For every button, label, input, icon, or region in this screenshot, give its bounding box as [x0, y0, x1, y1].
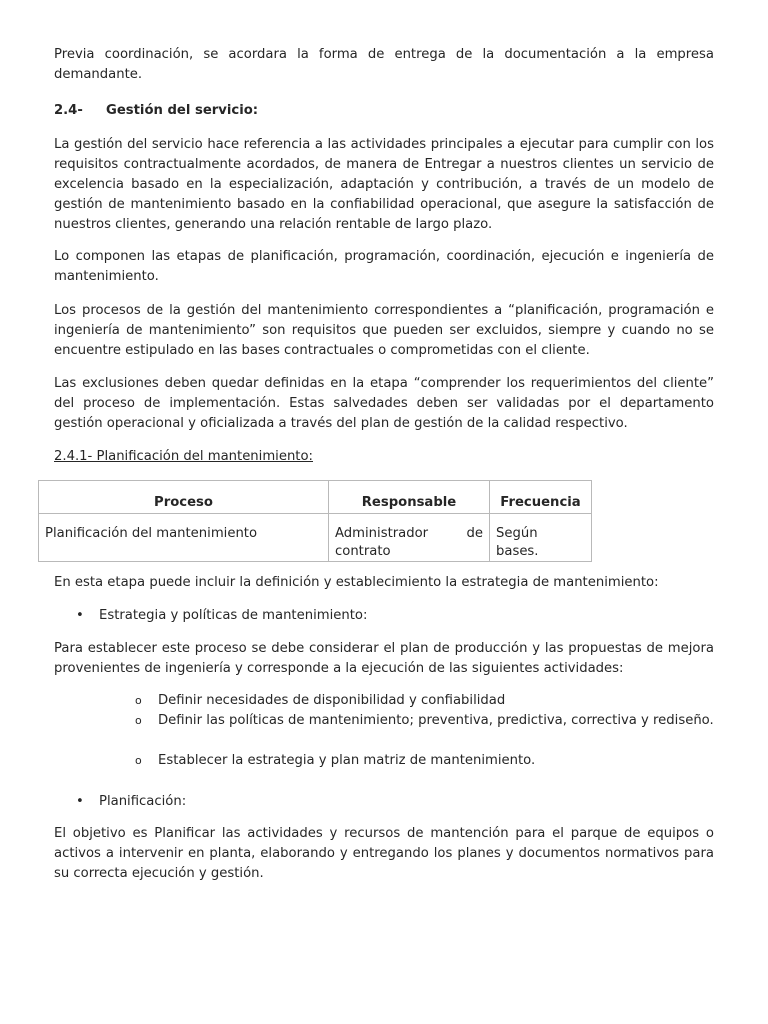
list-item-text: Establecer la estrategia y plan matriz de mantenimiento. [158, 753, 536, 768]
table-cell-responsible [329, 514, 490, 562]
bullet-strategy [76, 606, 696, 626]
list-item [135, 751, 715, 771]
table-row [39, 514, 592, 562]
list-item [135, 691, 715, 711]
subsection-heading: 2.4.1- Planificación del mantenimiento: [54, 449, 313, 464]
list-item-text: Definir necesidades de disponibilidad y confiabilidad [158, 693, 506, 708]
paragraph-objective: El objetivo es Planificar las actividades y recursos de mantención para el parque de equipos o activos a intervenir en planta, elaborando y entregando los planes y documentos normativos para su correcta ejecución y gestión. [54, 826, 714, 881]
bullet-planning [76, 792, 696, 812]
bullet-marker: • [76, 794, 84, 809]
paragraph-processes: Los procesos de la gestión del mantenimiento correspondientes a “planificación, programación e ingeniería de mantenimiento” son requisitos que pueden ser excluidos, siempre y cuando no se encuentre estipulado en las bases contractuales o comprometidas con el cliente. [54, 303, 714, 358]
paragraph-exclusions: Las exclusiones deben quedar definidas en la etapa “comprender los requerimientos del cliente” del proceso de implementación. Estas salvedades deben ser validadas por el departamento gestión operacional y oficializada a través del plan de gestión de la calidad respectivo. [54, 376, 714, 431]
bullet-marker: • [76, 608, 84, 623]
subitem-marker: o [135, 754, 142, 767]
list-item-text: Definir las políticas de mantenimiento; preventiva, predictiva, correctiva y rediseño. [158, 713, 714, 728]
paragraph-delivery: Previa coordinación, se acordara la forma de entrega de la documentación a la empresa demandante. [54, 47, 714, 82]
section-number: 2.4- [54, 103, 83, 118]
section-heading [54, 101, 714, 121]
subitem-marker: o [135, 694, 142, 707]
paragraph-service-management: La gestión del servicio hace referencia a las actividades principales a ejecutar para cumplir con los requisitos contractualmente acordados, de manera de Entregar a nuestros clientes un servicio de excelencia basado en la especialización, adaptación y contribución, a través de un modelo de gestión de mantenimiento basado en la confiabilidad operacional, que asegure la satisfacción de nuestros clientes, generando una relación rentable de largo plazo. [54, 137, 714, 232]
bullet-planning-text: Planificación: [99, 794, 187, 809]
table-cell-process: Planificación del mantenimiento [39, 514, 329, 562]
section-title: Gestión del servicio: [106, 103, 259, 118]
bullet-strategy-text: Estrategia y políticas de mantenimiento: [99, 608, 368, 623]
table-cell-frequency [490, 514, 592, 562]
responsible-text: Administrador de contrato [335, 526, 483, 559]
paragraph-process-setup: Para establecer este proceso se debe considerar el plan de producción y las propuestas de mejora provenientes de ingeniería y corresponde a la ejecución de las siguientes actividades: [54, 641, 714, 676]
process-table [38, 480, 592, 562]
table-header-row [39, 481, 592, 514]
frequency-text: Según bases. [496, 526, 539, 559]
list-item [135, 711, 715, 731]
table-header-process: Proceso [39, 481, 329, 514]
paragraph-stage-definition: En esta etapa puede incluir la definición y establecimiento la estrategia de mantenimiento: [54, 575, 659, 590]
table-header-frequency: Frecuencia [490, 481, 592, 514]
subitem-marker: o [135, 714, 142, 727]
paragraph-stages: Lo componen las etapas de planificación, programación, coordinación, ejecución e ingeniería de mantenimiento. [54, 249, 714, 284]
table-header-responsible: Responsable [329, 481, 490, 514]
